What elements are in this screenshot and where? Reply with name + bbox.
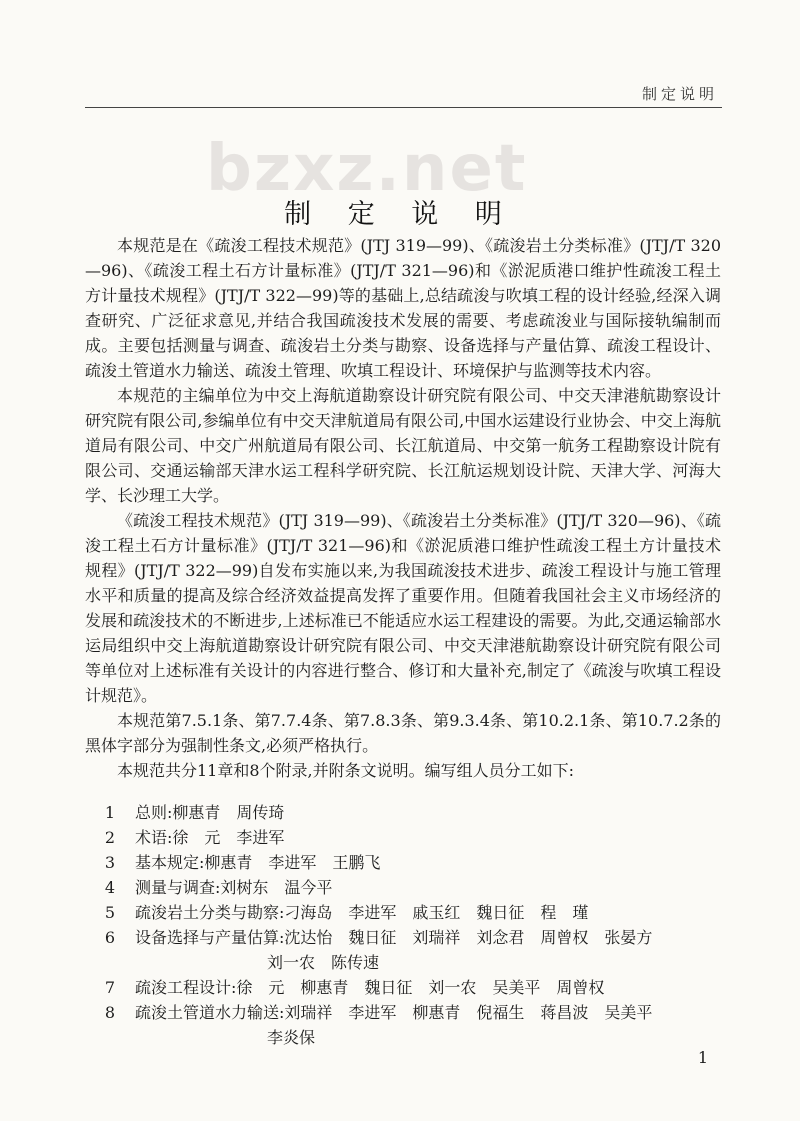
item-text: 李炎保 (267, 1028, 316, 1047)
item-number: 5 (104, 903, 116, 922)
item-number: 6 (104, 928, 116, 947)
item-number: 2 (104, 828, 116, 847)
item-number: 8 (104, 1003, 116, 1022)
item-text: 基本规定:柳惠青 李进军 王鹏飞 (135, 853, 381, 872)
item-text: 设备选择与产量估算:沈达怡 魏日征 刘瑞祥 刘念君 周曾权 张晏方 (135, 928, 653, 947)
running-header: 制定说明 (641, 85, 718, 103)
list-item-continuation (85, 1025, 721, 1050)
list-item (85, 875, 721, 900)
list-item (85, 825, 721, 850)
watermark: bzxz.net (206, 132, 528, 206)
item-number: 4 (104, 878, 116, 897)
page-title: 制 定 说 明 (284, 199, 516, 230)
item-number (85, 950, 135, 975)
paragraph: 《疏浚工程技术规范》(JTJ 319—99)、《疏浚岩土分类标准》(JTJ/T 320—96)、《疏浚工程土石方计量标准》(JTJ/T 321—96)和《淤泥质港口维护性疏浚工程土方计量技术规程》(JTJ/T 322—99)自发布实施以来,为我国疏浚技术进步、疏浚工程设计与施工管理水平和质量的提高及综合经济效益提高发挥了重要作用。但随着我国社会主义市场经济的发展和疏浚技术的不断进步,上述标准已不能适应水运工程建设的需要。为此,交通运输部水运局组织中交上海航道勘察设计研究院有限公司、中交天津港航勘察设计研究院有限公司等单位对上述标准有关设计的内容进行整合、修订和大量补充,制定了《疏浚与吹填工程设计规范》。 (85, 511, 721, 705)
paragraph: 本规范是在《疏浚工程技术规范》(JTJ 319—99)、《疏浚岩土分类标准》(JTJ/T 320—96)、《疏浚工程土石方计量标准》(JTJ/T 321—96)和《淤泥质港口维护性疏浚工程土方计量技术规程》(JTJ/T 322—99)等的基础上,总结疏浚与吹填工程的设计经验,经深入调查研究、广泛征求意见,并结合我国疏浚技术发展的需要、考虑疏浚业与国际接轨编制而成。主要包括测量与调查、疏浚岩土分类与勘察、设备选择与产量估算、疏浚工程设计、疏浚土管道水力输送、疏浚土管理、吹填工程设计、环境保护与监测等技术内容。 (85, 236, 721, 380)
item-number: 1 (104, 803, 116, 822)
list-item (85, 1000, 721, 1025)
list-item (85, 850, 721, 875)
list-item (85, 975, 721, 1000)
item-text: 术语:徐 元 李进军 (135, 828, 285, 847)
paragraph: 本规范共分11章和8个附录,并附条文说明。编写组人员分工如下: (117, 761, 575, 780)
paragraph: 本规范的主编单位为中交上海航道勘察设计研究院有限公司、中交天津港航勘察设计研究院有限公司,参编单位有中交天津航道局有限公司,中国水运建设行业协会、中交上海航道局有限公司、中交广州航道局有限公司、长江航道局、中交第一航务工程勘察设计院有限公司、交通运输部天津水运工程科学研究院、长江航运规划设计院、天津大学、河海大学、长沙理工大学。 (85, 386, 721, 505)
header-divider (85, 107, 722, 108)
item-text: 测量与调查:刘树东 温今平 (135, 878, 333, 897)
item-text: 疏浚工程设计:徐 元 柳惠青 魏日征 刘一农 吴美平 周曾权 (135, 978, 605, 997)
author-assignment-list (85, 800, 721, 1050)
list-item-continuation (85, 950, 721, 975)
list-item (85, 900, 721, 925)
list-item (85, 800, 721, 825)
paragraph: 本规范第7.5.1条、第7.7.4条、第7.8.3条、第9.3.4条、第10.2.1条、第10.7.2条的黑体字部分为强制性条文,必须严格执行。 (85, 711, 721, 755)
page-number: 1 (697, 1048, 708, 1067)
item-text: 疏浚岩土分类与勘察:刁海岛 李进军 戚玉红 魏日征 程 瑾 (135, 903, 589, 922)
item-text: 刘一农 陈传速 (267, 953, 380, 972)
body-text (85, 233, 721, 783)
item-number: 3 (104, 853, 116, 872)
list-item (85, 925, 721, 950)
item-number: 7 (104, 978, 116, 997)
item-text: 疏浚土管道水力输送:刘瑞祥 李进军 柳惠青 倪福生 蒋昌波 吴美平 (135, 1003, 653, 1022)
item-number (85, 1025, 135, 1050)
item-text: 总则:柳惠青 周传琦 (135, 803, 285, 822)
